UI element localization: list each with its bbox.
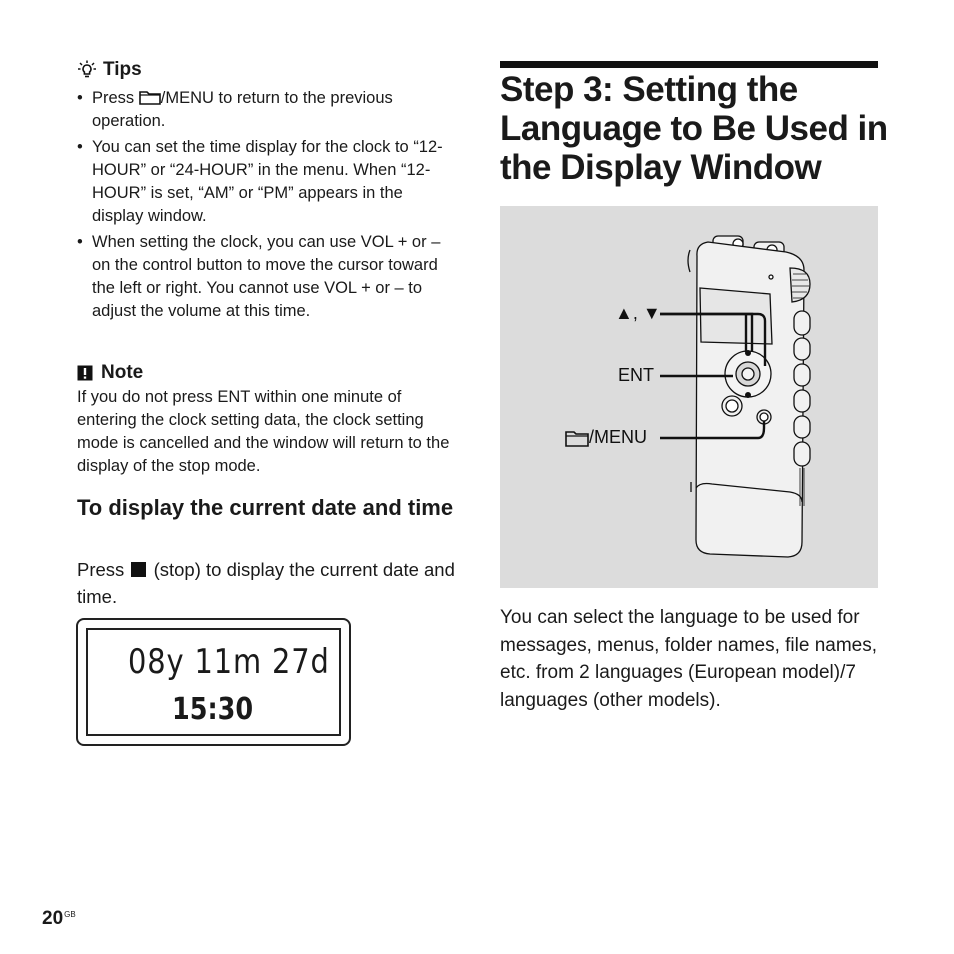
tip-item-1 — [77, 87, 452, 133]
note-body: If you do not press ENT within one minute of entering the clock setting data, the clock setting mode is cancelled and the window will return to the display of the stop mode. — [77, 388, 450, 475]
body-paragraph: You can select the language to be used for messages, menus, folder names, file names, etc. from 2 languages (European model)/7 languages (other models). — [500, 607, 878, 711]
tips-heading-text: Tips — [103, 59, 142, 80]
lcd-time: 15:30 — [172, 692, 254, 727]
tip-item-3: • When setting the clock, you can use VOL + or – on the control button to move the cursor toward the left or right. You cannot use VOL + or – to adjust the volume at this time. — [77, 231, 452, 323]
recorder-device — [500, 206, 878, 588]
section-body-pre: Press — [77, 559, 130, 580]
tip-1-post: /MENU to return to the previous operation. — [92, 89, 393, 130]
label-up-down: ▲, ▼ — [615, 303, 661, 323]
recorder-figure — [500, 206, 878, 588]
note-heading-text: Note — [101, 362, 144, 383]
lcd-date: 08y 11m 27d — [128, 642, 330, 682]
stop-icon — [131, 562, 146, 577]
section-body — [77, 556, 457, 610]
note-heading — [77, 362, 143, 384]
note-icon — [77, 365, 93, 381]
lcd-display — [76, 618, 351, 746]
lightbulb-icon — [77, 60, 97, 80]
label-menu-text: /MENU — [589, 427, 647, 447]
page-number-suffix: GB — [64, 910, 76, 919]
lcd-screen — [86, 628, 341, 736]
section-heading: To display the current date and time — [77, 495, 454, 520]
label-ent: ENT — [618, 365, 654, 385]
section-body-post: (stop) to display the current date and time. — [77, 559, 455, 607]
tips-heading — [77, 59, 142, 81]
tip-1-pre: Press — [92, 89, 139, 107]
folder-icon — [139, 89, 161, 105]
page-number-value: 20 — [42, 908, 64, 929]
step-title: Step 3: Setting the Language to Be Used in the Display Window — [500, 70, 888, 187]
page-number — [42, 908, 76, 930]
title-rule — [500, 61, 878, 68]
tip-item-2: • You can set the time display for the clock to “12-HOUR” or “24-HOUR” in the menu. When “12-HOUR” is set, “AM” or “PM” appears in the display window. — [77, 136, 452, 228]
